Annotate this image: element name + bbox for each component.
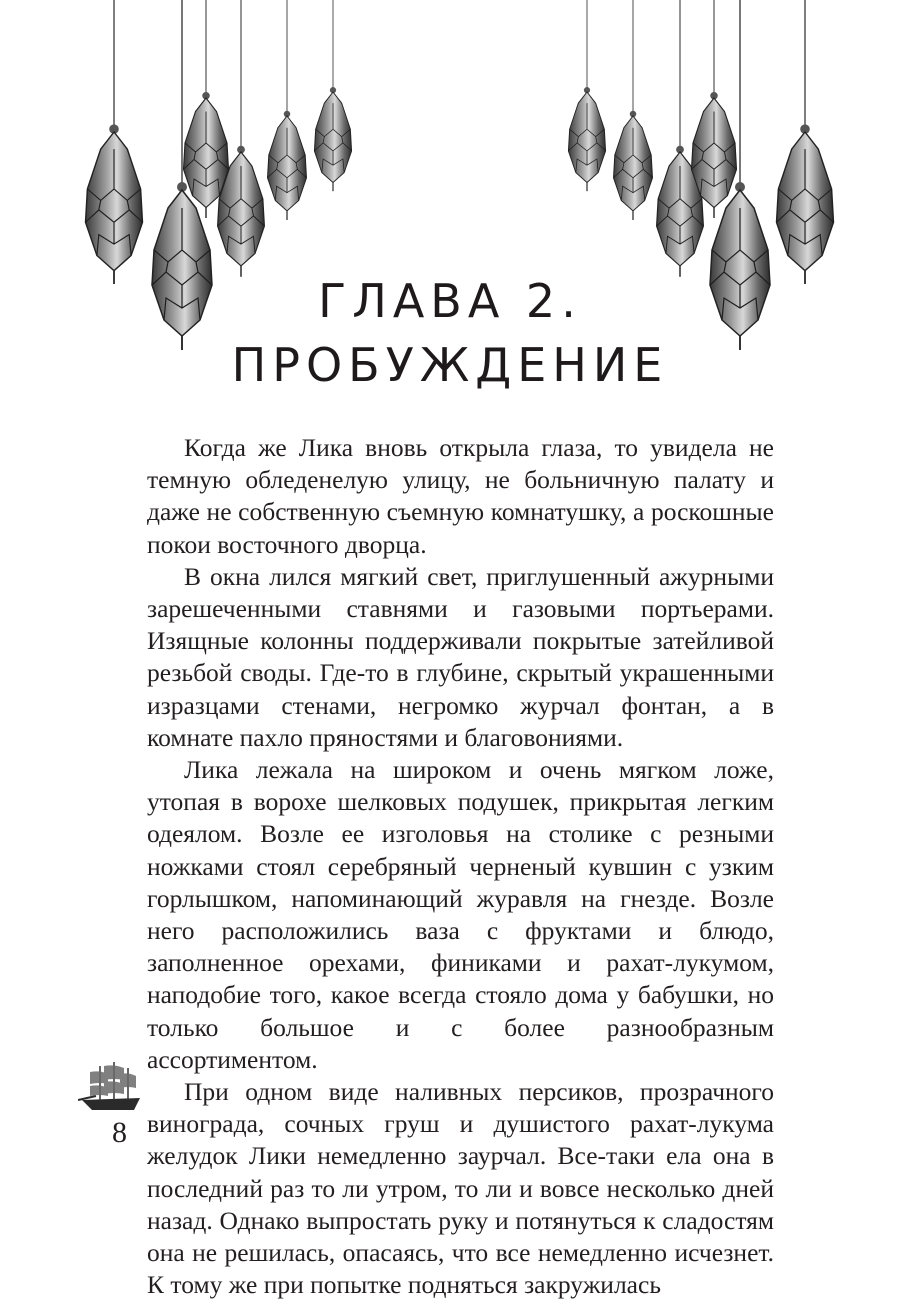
chapter-body: [147, 432, 774, 1301]
chapter-title: [0, 269, 900, 397]
page-number: 8: [112, 1116, 127, 1149]
chapter-title-line-2: ПРОБУЖДЕНИЕ: [231, 337, 669, 392]
paragraph: При одном виде наливных персиков, прозрачного винограда, сочных груш и душистого рахат-лукума желудок Лики немедленно заурчал. Все-таки ела она в последний раз то ли утром, то ли и вовсе несколько дней назад. Однако выпростать руку и потянуться к сладостям она не решилась, опасаясь, что все немедленно исчезнет. К тому же при попытке подняться закружилась: [147, 1077, 774, 1300]
chapter-title-line-1: ГЛАВА 2.: [318, 273, 582, 328]
paragraph: Когда же Лика вновь открыла глаза, то увидела не темную обледенелую улицу, не больничную палату и даже не собственную съемную комнатушку, а роскошные покои восточного дворца.: [147, 433, 774, 559]
ship-icon: [78, 1060, 148, 1116]
paragraph: Лика лежала на широком и очень мягком ложе, утопая в ворохе шелковых подушек, прикрытая легким одеялом. Возле ее изголовья на столике с резными ножками стоял серебряный черненый кувшин с узким горлышком, напоминающий журавля на гнезде. Возле него расположились ваза с фруктами и блюдо, заполненное орехами, финиками и рахат-лукумом, наподобие того, какое всегда стояло дома у бабушки, но только большое и с более разнообразным ассортиментом.: [147, 755, 774, 1074]
paragraph: В окна лился мягкий свет, приглушенный ажурными зарешеченными ставнями и газовыми портьерами. Изящные колонны поддерживали покрытые затейливой резьбой своды. Где-то в глубине, скрытый украшенными изразцами стенами, негромко журчал фонтан, а в комнате пахло пряностями и благовониями.: [147, 561, 774, 752]
